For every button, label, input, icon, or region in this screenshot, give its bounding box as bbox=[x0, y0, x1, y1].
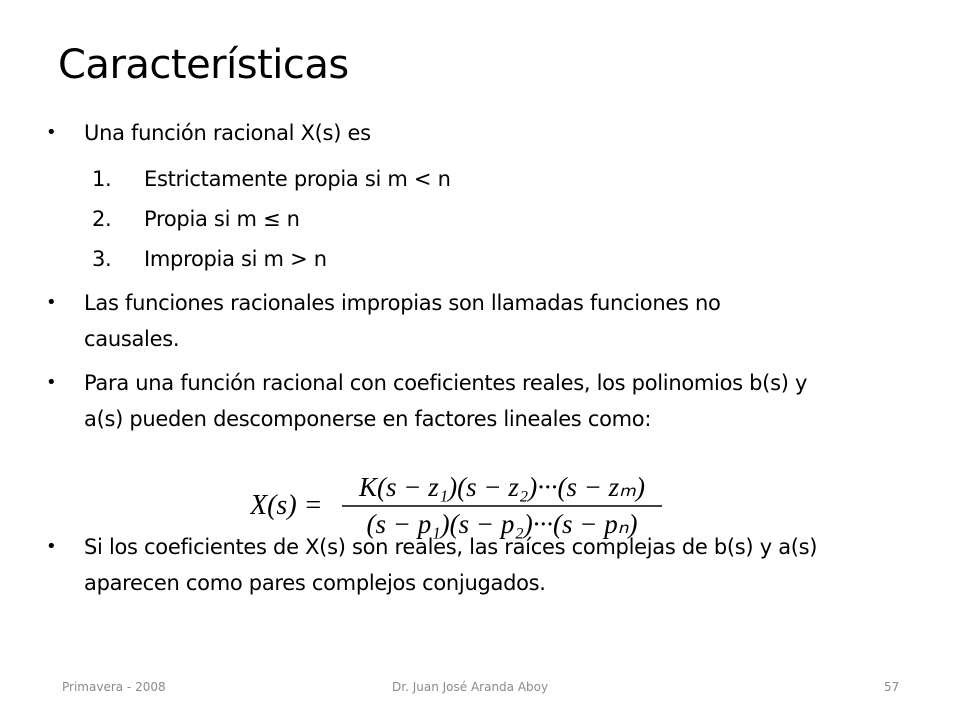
bullet-text-improper-line1: Las funciones racionales impropias son llamadas funciones no bbox=[84, 291, 721, 315]
bullet-text-factors-line1: Para una función racional con coeficientes reales, los polinomios b(s) y bbox=[84, 371, 808, 395]
factored-form-equation bbox=[250, 470, 670, 540]
bullet-text-improper-line2: causales. bbox=[84, 327, 180, 351]
bullet-text-conjugates-line2: aparecen como pares complejos conjugados. bbox=[84, 571, 546, 595]
bullet-marker: • bbox=[46, 372, 57, 393]
bullet-marker: • bbox=[46, 292, 57, 313]
bullet-marker: • bbox=[46, 122, 57, 143]
list-item-improper: Impropia si m > n bbox=[144, 247, 327, 271]
list-number: 1. bbox=[92, 167, 112, 191]
slide-title: Características bbox=[58, 42, 349, 88]
list-number: 3. bbox=[92, 247, 112, 271]
list-item-strictly-proper: Estrictamente propia si m < n bbox=[144, 167, 451, 191]
bullet-text-factors-line2: a(s) pueden descomponerse en factores lineales como: bbox=[84, 407, 652, 431]
list-item-proper: Propia si m ≤ n bbox=[144, 207, 300, 231]
equation-numerator: K(s − z₁)(s − z₂)···(s − zₘ) bbox=[358, 472, 646, 502]
footer-author: Dr. Juan José Aranda Aboy bbox=[392, 680, 549, 694]
equation-denominator: (s − p₁)(s − p₂)···(s − pₙ) bbox=[366, 509, 638, 539]
equation-lhs: X(s) = bbox=[250, 490, 323, 521]
slide-number: 57 bbox=[884, 680, 900, 694]
bullet-marker: • bbox=[46, 536, 57, 557]
bullet-text-rational-function: Una función racional X(s) es bbox=[84, 121, 371, 145]
bullet-text-conjugates-line1: Si los coeficientes de X(s) son reales, las raíces complejas de b(s) y a(s) bbox=[84, 535, 818, 559]
list-number: 2. bbox=[92, 207, 112, 231]
footer-date: Primavera - 2008 bbox=[62, 680, 166, 694]
